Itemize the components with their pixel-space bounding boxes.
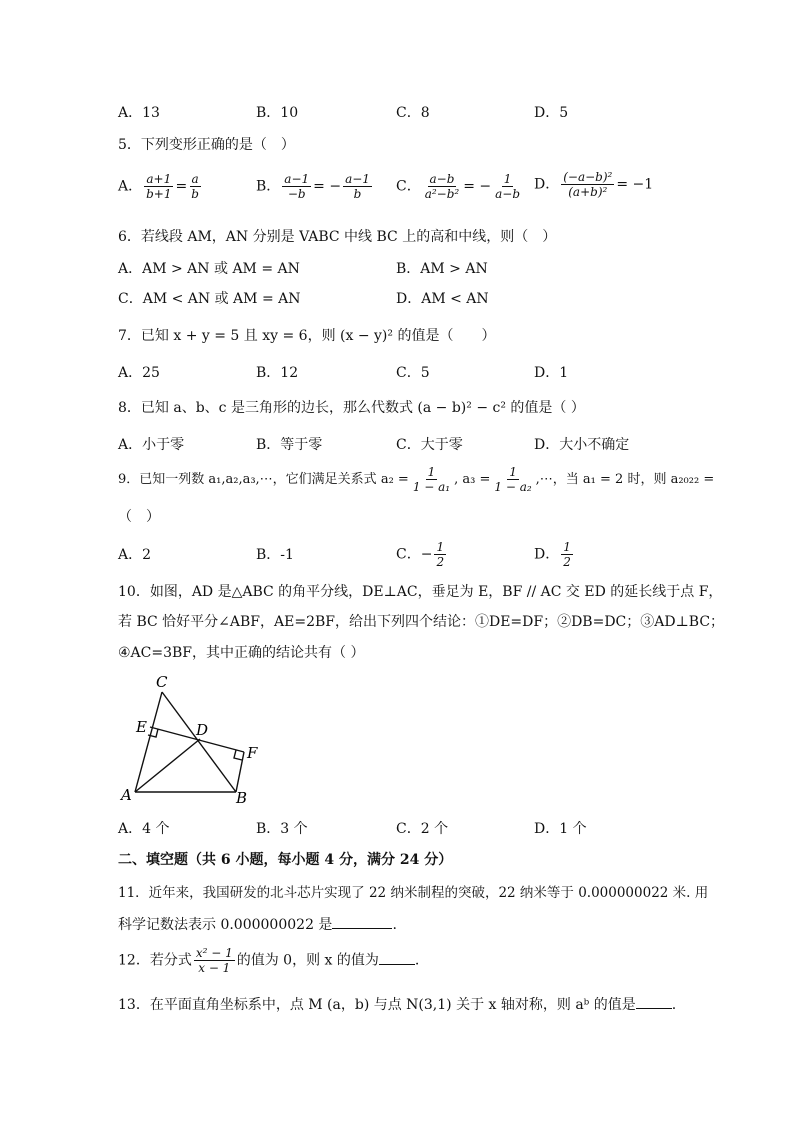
- q7-stem: 7．已知 x + y = 5 且 xy = 6，则 (x − y)² 的值是（ ）: [118, 328, 496, 344]
- q7-option-d: D．1: [534, 365, 569, 381]
- label-d: D: [196, 721, 209, 739]
- q5-d-den: (a+b)²: [568, 185, 608, 199]
- q8-stem: 8．已知 a、b、c 是三角形的边长，那么代数式 (a − b)² − c² 的值是（ ）: [118, 400, 585, 416]
- q9-frac-2-num: 1: [509, 465, 517, 479]
- right-angle-e: [148, 729, 158, 737]
- label-a: A: [121, 786, 132, 804]
- q5-c-rhs: [493, 172, 522, 201]
- q12-num: x² − 1: [195, 946, 233, 960]
- q8-option-b: B．等于零: [256, 437, 323, 453]
- q10-option-c: C．2 个: [396, 821, 449, 837]
- q6-stem: 6．若线段 AM，AN 分别是 VABC 中线 BC 上的高和中线，则（ ）: [118, 229, 557, 245]
- q9-option-a: A．2: [118, 547, 152, 563]
- label-f: F: [247, 744, 258, 762]
- q6-option-b: B．AM > AN: [396, 261, 488, 277]
- segment-cb: [162, 692, 236, 792]
- q9-d-frac: [561, 540, 573, 569]
- q10-option-b: B．3 个: [256, 821, 308, 837]
- q5-option-a: [118, 172, 203, 201]
- q7-option-b: B．12: [256, 365, 299, 381]
- q9-d-den: 2: [563, 555, 571, 569]
- q5-c-rhs-den: a−b: [495, 187, 521, 201]
- q12-den: x − 1: [198, 961, 231, 975]
- q5-c-mid: = −: [463, 178, 492, 195]
- q9-stem-2: ,⋯，当 a₁ = 2 时，则 a₂₀₂₂ =: [535, 472, 715, 487]
- q5-a-lhs-num: a+1: [146, 172, 172, 186]
- q11-end: .: [392, 917, 397, 933]
- q5-b-rhs-num: a−1: [345, 172, 370, 186]
- q9-option-c: [396, 540, 448, 569]
- q5-c-lhs-den: a²−b²: [424, 187, 460, 201]
- q12-end: .: [414, 952, 420, 969]
- q10-option-d: D．1 个: [534, 821, 587, 837]
- label-c: C: [156, 673, 168, 691]
- q11-line-1: 11．近年来，我国研发的北斗芯片实现了 22 纳米制程的突破，22 纳米等于 0.000000022 米. 用: [118, 885, 709, 901]
- q4-option-c: C．8: [396, 105, 430, 121]
- q5-option-d: [534, 170, 653, 199]
- q4-option-d: D．5: [534, 105, 569, 121]
- q9-c-den: 2: [436, 555, 445, 569]
- q12-post: 的值为 0，则 x 的值为: [236, 952, 379, 969]
- q5-a-rhs-den: b: [191, 187, 199, 201]
- segment-bf: [236, 752, 244, 792]
- q13-line: [118, 996, 676, 1014]
- q5-option-b: [256, 172, 374, 201]
- q12-frac: [194, 946, 235, 975]
- q9-mid: , a₃ =: [454, 472, 491, 487]
- q5-d-frac: [561, 170, 614, 199]
- q6-option-a: A．AM > AN 或 AM = AN: [118, 261, 300, 277]
- label-e: E: [136, 718, 147, 736]
- q9-c-sign: −: [420, 546, 433, 563]
- q12-answer-blank[interactable]: [379, 964, 415, 965]
- q5-b-rhs: [343, 172, 372, 201]
- q10-line-2: 若 BC 恰好平分∠ABF，AE=2BF，给出下列四个结论：①DE=DF；②DB=DC；③AD⊥BC；: [118, 614, 725, 630]
- q11-line-2-text: 科学记数法表示 0.000000022 是: [118, 917, 333, 933]
- q10-figure: [110, 672, 270, 812]
- q5-a-rhs-num: a: [191, 172, 199, 186]
- q9-stem-1: 9．已知一列数 a₁,a₂,a₃,⋯，它们满足关系式 a₂ =: [118, 472, 409, 487]
- q5-b-mid: = −: [313, 178, 342, 195]
- q5-b-lhs: [282, 172, 311, 201]
- q5-c-lhs: [423, 172, 462, 201]
- q13-end: .: [671, 997, 677, 1013]
- q9-option-b: B．-1: [256, 547, 294, 563]
- q9-frac-2-den: 1 − a₂: [494, 480, 532, 494]
- q9-frac-2: [492, 465, 533, 494]
- q5-a-eq: =: [175, 178, 188, 195]
- q9-frac-1: [411, 465, 452, 494]
- q5-stem: 5．下列变形正确的是（ ）: [118, 137, 295, 153]
- q4-option-a: A．13: [118, 105, 160, 121]
- q12-pre: 12．若分式: [118, 952, 192, 969]
- q6-option-d: D．AM < AN: [396, 291, 489, 307]
- q10-option-a: A．4 个: [118, 821, 170, 837]
- q9-option-d: [534, 540, 575, 569]
- q10-line-1: 10．如图，AD 是△ABC 的角平分线，DE⊥AC，垂足为 E，BF // AC 交 ED 的延长线于点 F，: [118, 584, 723, 600]
- q6-option-c: C．AM < AN 或 AM = AN: [118, 291, 301, 307]
- q9-d-label: D．: [534, 546, 560, 563]
- q5-a-label: A．: [118, 178, 143, 195]
- q13-answer-blank[interactable]: [636, 1008, 672, 1009]
- segment-ad: [135, 739, 200, 792]
- q5-c-lhs-num: a−b: [429, 172, 455, 186]
- q8-option-d: D．大小不确定: [534, 437, 630, 453]
- q13-text: 13．在平面直角坐标系中，点 M (a，b) 与点 N(3,1) 关于 x 轴对称，则 aᵇ 的值是: [118, 997, 636, 1013]
- q5-a-lhs: [144, 172, 173, 201]
- q11-answer-blank[interactable]: [332, 928, 392, 929]
- q5-b-rhs-den: b: [353, 187, 362, 201]
- q5-d-rhs: = −1: [616, 176, 654, 193]
- q7-option-c: C．5: [396, 365, 430, 381]
- q9-frac-1-num: 1: [427, 465, 436, 479]
- q11-line-2: [118, 916, 397, 934]
- q9-d-num: 1: [563, 540, 571, 554]
- q8-option-a: A．小于零: [118, 437, 185, 453]
- q5-d-label: D．: [534, 176, 560, 193]
- q5-c-rhs-num: 1: [503, 172, 512, 186]
- q5-b-label: B．: [256, 178, 281, 195]
- q4-option-b: B．10: [256, 105, 299, 121]
- q9-c-label: C．: [396, 546, 421, 563]
- q5-d-num: (−a−b)²: [563, 170, 613, 184]
- section-2-heading: 二、填空题（共 6 小题，每小题 4 分，满分 24 分）: [118, 852, 453, 868]
- q9-stem: [118, 465, 714, 494]
- q9-frac-1-den: 1 − a₁: [412, 480, 451, 494]
- q9-stem-3: （ ）: [118, 509, 160, 525]
- label-b: B: [236, 789, 248, 807]
- q5-b-lhs-num: a−1: [284, 172, 310, 186]
- q5-b-lhs-den: −b: [287, 187, 306, 201]
- q9-c-num: 1: [436, 540, 445, 554]
- q5-c-label: C．: [396, 178, 421, 195]
- q5-option-c: [396, 172, 524, 201]
- q9-c-frac: [434, 540, 446, 569]
- q10-line-3: ④AC=3BF，其中正确的结论共有（ ）: [118, 645, 365, 661]
- q5-a-rhs: [189, 172, 201, 201]
- q5-a-lhs-den: b+1: [146, 187, 172, 201]
- q8-option-c: C．大于零: [396, 437, 463, 453]
- q12-line: [118, 946, 419, 975]
- segment-ca: [135, 692, 162, 792]
- q7-option-a: A．25: [118, 365, 160, 381]
